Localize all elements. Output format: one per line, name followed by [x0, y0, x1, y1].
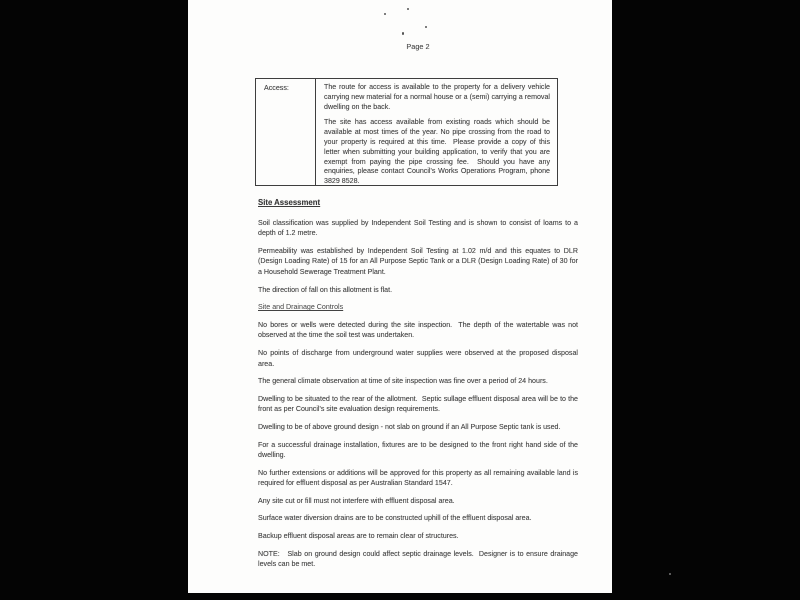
scanned-document-page: [188, 0, 612, 593]
site-and-drainage-controls-heading: Site and Drainage Controls: [258, 303, 344, 312]
scan-speckle: [407, 8, 409, 10]
direction-of-fall-paragraph: The direction of fall on this allotment is flat.: [258, 285, 393, 294]
above-ground-design-paragraph: Dwelling to be of above ground design - not slab on ground if an All Purpose Septic tank is used.: [258, 422, 561, 431]
scan-speckle: [384, 13, 386, 15]
climate-observation-paragraph: The general climate observation at time of site inspection was fine over a period of 24 hours.: [258, 377, 548, 386]
soil-classification-paragraph: Soil classification was supplied by Independent Soil Testing and is shown to consist of loams to a depth of 1.2 metre.: [258, 218, 578, 238]
access-paragraph-2: The site has access available from existing roads which should be available at most times of the year. No pipe crossing from the road to your property is required at this time. Please provide a copy of this letter when submitting your building application, to verify that you are exempt from paying the pipe crossing fee. Should you have any enquiries, please contact Council's Works Operations Program, phone 3829 8528.: [324, 118, 550, 186]
access-paragraph-1: The route for access is available to the property for a delivery vehicle carrying new material for a normal house or a (semi) carrying a removal dwelling on the back.: [324, 83, 550, 111]
discharge-points-paragraph: No points of discharge from underground water supplies were observed at the proposed disposal area.: [258, 348, 578, 368]
permeability-paragraph: Permeability was established by Independent Soil Testing at 1.02 m/d and this equates to DLR (Design Loading Rate) of 15 for an All Purpose Septic Tank or a DLR (Design Loading Rate) of 30 for a Household Sewerage Treatment Plant.: [258, 246, 578, 276]
document-body: [258, 198, 578, 577]
dwelling-location-paragraph: Dwelling to be situated to the rear of the allotment. Septic sullage effluent disposal area will be to the front as per Council's site evaluation design requirements.: [258, 394, 578, 414]
access-table-label: Access:: [256, 79, 316, 185]
site-assessment-heading: Site Assessment: [258, 198, 321, 207]
cut-fill-paragraph: Any site cut or fill must not interfere with effluent disposal area.: [258, 496, 455, 505]
access-table: [255, 78, 558, 186]
scan-speckle: [425, 26, 427, 28]
backup-disposal-paragraph: Backup effluent disposal areas are to remain clear of structures.: [258, 532, 459, 541]
note-paragraph: NOTE: Slab on ground design could affect septic drainage levels. Designer is to ensure drainage levels can be met.: [258, 549, 578, 569]
page-number: Page 2: [406, 42, 430, 51]
scan-speckle: [669, 573, 671, 575]
access-table-content: [316, 79, 557, 185]
bores-wells-paragraph: No bores or wells were detected during the site inspection. The depth of the watertable was not observed at the time the soil test was undertaken.: [258, 320, 578, 340]
no-extensions-paragraph: No further extensions or additions will be approved for this property as all remaining available land is required for effluent disposal as per Australian Standard 1547.: [258, 468, 578, 488]
surface-water-paragraph: Surface water diversion drains are to be constructed uphill of the effluent disposal area.: [258, 514, 532, 523]
scan-speckle: [402, 32, 404, 35]
drainage-installation-paragraph: For a successful drainage installation, fixtures are to be designed to the front right hand side of the dwelling.: [258, 440, 578, 460]
